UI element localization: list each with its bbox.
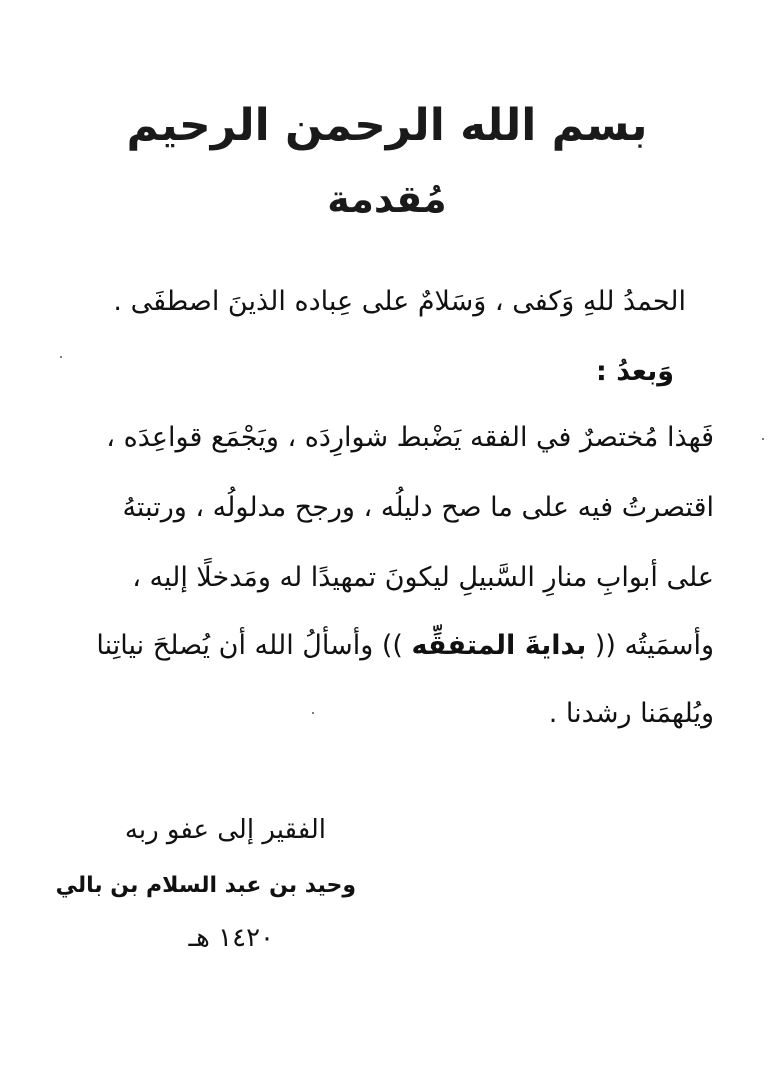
scan-speck bbox=[762, 438, 764, 440]
scan-speck bbox=[312, 712, 314, 714]
paragraph-line-6-after: )) وأسألُ الله أن يُصلحَ نياتِنا bbox=[96, 630, 403, 661]
paragraph-line-6-before: وأسمَيتُه (( bbox=[594, 630, 714, 661]
paragraph-line-1: الحمدُ للهِ وَكفى ، وَسَلامٌ على عِباده الذينَ اصطفَى . bbox=[113, 286, 686, 317]
paragraph-line-5: على أبوابِ منارِ السَّبيلِ ليكونَ تمهيدًا له ومَدخلًا إليه ، bbox=[132, 562, 714, 593]
scan-speck bbox=[60, 356, 62, 358]
paragraph-line-7: ويُلهمَنا رشدنا . bbox=[548, 698, 714, 729]
signature-line: الفقير إلى عفو ربه bbox=[124, 815, 326, 845]
author-name: وحيد بن عبد السلام بن بالي bbox=[55, 873, 356, 898]
paragraph-line-2: وَبعدُ : bbox=[596, 356, 674, 387]
page-title: مُقدمة bbox=[327, 177, 447, 221]
paragraph-line-3: فَهذا مُختصرٌ في الفقه يَضْبط شوارِدَه ، ويَجْمَع قواعِدَه ، bbox=[106, 422, 714, 453]
basmala-heading: بسم الله الرحمن الرحيم bbox=[126, 100, 648, 151]
paragraph-line-6 bbox=[64, 626, 714, 666]
book-title: بدايةَ المتفقِّه bbox=[411, 630, 587, 661]
paragraph-line-4: اقتصرتُ فيه على ما صح دليلُه ، ورجح مدلولُه ، ورتبتهُ bbox=[122, 492, 714, 523]
date: ١٤٢٠ هـ bbox=[188, 923, 274, 953]
